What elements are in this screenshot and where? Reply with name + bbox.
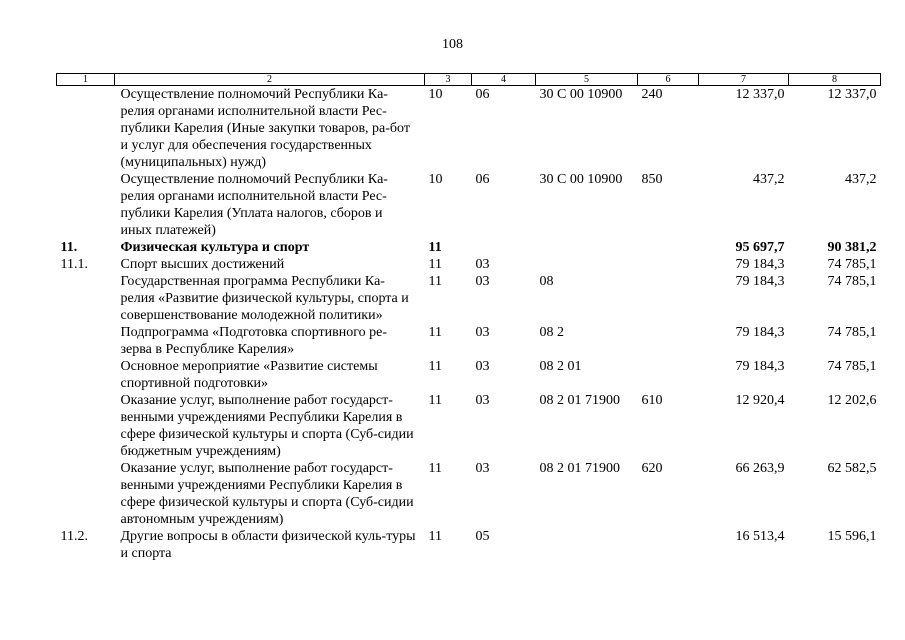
header-cell-1: 1 <box>57 74 115 86</box>
row-amount-8: 90 381,2 <box>827 240 877 255</box>
row-amount-7: 437,2 <box>753 172 785 187</box>
row-expense-type: 240 <box>641 87 663 102</box>
table-row <box>57 171 881 239</box>
row-amount-7: 95 697,7 <box>735 240 785 255</box>
row-subsection: 03 <box>475 359 490 374</box>
row-subsection: 06 <box>475 87 490 102</box>
row-subsection <box>472 239 536 256</box>
row-name: Оказание услуг, выполнение работ государст-венными учреждениями Республики Карелия в сфере физической культуры и спорта (Суб-сидии автономным учреждениям) <box>120 461 414 527</box>
row-amount-8: 15 596,1 <box>827 529 877 544</box>
row-amount-8: 74 785,1 <box>827 274 877 289</box>
table-row <box>57 460 881 528</box>
row-target-code: 30 С 00 10900 <box>539 172 623 187</box>
row-amount-8: 12 337,0 <box>827 87 877 102</box>
budget-table <box>56 73 881 562</box>
row-subsection: 03 <box>475 325 490 340</box>
row-expense-type: 610 <box>641 393 663 408</box>
row-number: 11. <box>60 240 78 255</box>
row-subsection: 03 <box>475 274 490 289</box>
row-subsection: 03 <box>475 461 490 476</box>
row-name: Государственная программа Республики Ка-релия «Развитие физической культуры, спорта и совершенствование молодежной политики» <box>120 274 409 323</box>
table-row <box>57 273 881 324</box>
row-name: Осуществление полномочий Республики Ка-релия органами исполнительной власти Рес-публики Карелия (Иные закупки товаров, ра-бот и услуг для обеспечения государственных (муниципальных) нужд) <box>120 87 410 170</box>
table-row <box>57 86 881 172</box>
row-name: Оказание услуг, выполнение работ государст-венными учреждениями Республики Карелия в сфере физической культуры и спорта (Суб-сидии бюджетным учреждениям) <box>120 393 414 459</box>
header-cell-4: 4 <box>472 74 536 86</box>
row-amount-8: 74 785,1 <box>827 359 877 374</box>
row-target-code <box>536 256 638 273</box>
row-section: 11 <box>428 240 442 255</box>
row-name: Основное мероприятие «Развитие системы спортивной подготовки» <box>120 359 378 391</box>
row-name: Спорт высших достижений <box>120 257 285 272</box>
row-amount-8: 12 202,6 <box>827 393 877 408</box>
table-row <box>57 358 881 392</box>
row-subsection: 03 <box>475 257 490 272</box>
row-section: 10 <box>428 87 443 102</box>
row-section: 11 <box>428 359 442 374</box>
table-row-section-total <box>57 239 881 256</box>
table-row <box>57 324 881 358</box>
row-name: Физическая культура и спорт <box>120 240 310 255</box>
table-row <box>57 256 881 273</box>
row-number <box>57 273 115 324</box>
header-cell-6: 6 <box>638 74 699 86</box>
row-name: Подпрограмма «Подготовка спортивного ре-зерва в Республике Карелия» <box>120 325 388 357</box>
row-amount-7: 79 184,3 <box>735 274 785 289</box>
row-amount-7: 79 184,3 <box>735 325 785 340</box>
row-subsection: 06 <box>475 172 490 187</box>
row-expense-type <box>638 358 699 392</box>
row-amount-8: 74 785,1 <box>827 257 877 272</box>
row-section: 10 <box>428 172 443 187</box>
row-amount-7: 16 513,4 <box>735 529 785 544</box>
row-name: Осуществление полномочий Республики Ка-релия органами исполнительной власти Рес-публики Карелия (Уплата налогов, сборов и иных платежей) <box>120 172 388 238</box>
header-row <box>57 74 881 86</box>
row-section: 11 <box>428 257 442 272</box>
row-target-code: 08 <box>539 274 554 289</box>
row-amount-8: 437,2 <box>845 172 877 187</box>
header-cell-2: 2 <box>115 74 425 86</box>
row-target-code <box>536 528 638 562</box>
row-number <box>57 86 115 172</box>
header-cell-3: 3 <box>425 74 472 86</box>
header-cell-5: 5 <box>536 74 638 86</box>
row-target-code: 08 2 01 71900 <box>539 393 620 408</box>
row-target-code: 08 2 01 <box>539 359 582 374</box>
row-expense-type <box>638 273 699 324</box>
row-expense-type <box>638 239 699 256</box>
row-number <box>57 171 115 239</box>
row-section: 11 <box>428 461 442 476</box>
row-number: 11.2. <box>60 529 88 544</box>
row-target-code <box>536 239 638 256</box>
row-amount-8: 62 582,5 <box>827 461 877 476</box>
row-subsection: 03 <box>475 393 490 408</box>
row-expense-type: 620 <box>641 461 663 476</box>
header-cell-7: 7 <box>699 74 789 86</box>
row-amount-7: 79 184,3 <box>735 257 785 272</box>
row-target-code: 30 С 00 10900 <box>539 87 623 102</box>
row-target-code: 08 2 01 71900 <box>539 461 620 476</box>
row-number <box>57 392 115 460</box>
row-section: 11 <box>428 529 442 544</box>
row-expense-type <box>638 324 699 358</box>
row-number: 11.1. <box>60 257 88 272</box>
row-expense-type <box>638 256 699 273</box>
page-number: 108 <box>442 37 463 52</box>
row-expense-type: 850 <box>641 172 663 187</box>
table-row <box>57 392 881 460</box>
row-amount-7: 12 337,0 <box>735 87 785 102</box>
row-expense-type <box>638 528 699 562</box>
row-section: 11 <box>428 274 442 289</box>
row-number <box>57 358 115 392</box>
row-section: 11 <box>428 325 442 340</box>
row-amount-7: 12 920,4 <box>735 393 785 408</box>
row-amount-8: 74 785,1 <box>827 325 877 340</box>
header-cell-8: 8 <box>789 74 881 86</box>
row-number <box>57 460 115 528</box>
row-section: 11 <box>428 393 442 408</box>
row-number <box>57 324 115 358</box>
row-amount-7: 79 184,3 <box>735 359 785 374</box>
row-amount-7: 66 263,9 <box>735 461 785 476</box>
table-row <box>57 528 881 562</box>
row-subsection: 05 <box>475 529 490 544</box>
row-name: Другие вопросы в области физической куль-туры и спорта <box>120 529 416 561</box>
row-target-code: 08 2 <box>539 325 564 340</box>
